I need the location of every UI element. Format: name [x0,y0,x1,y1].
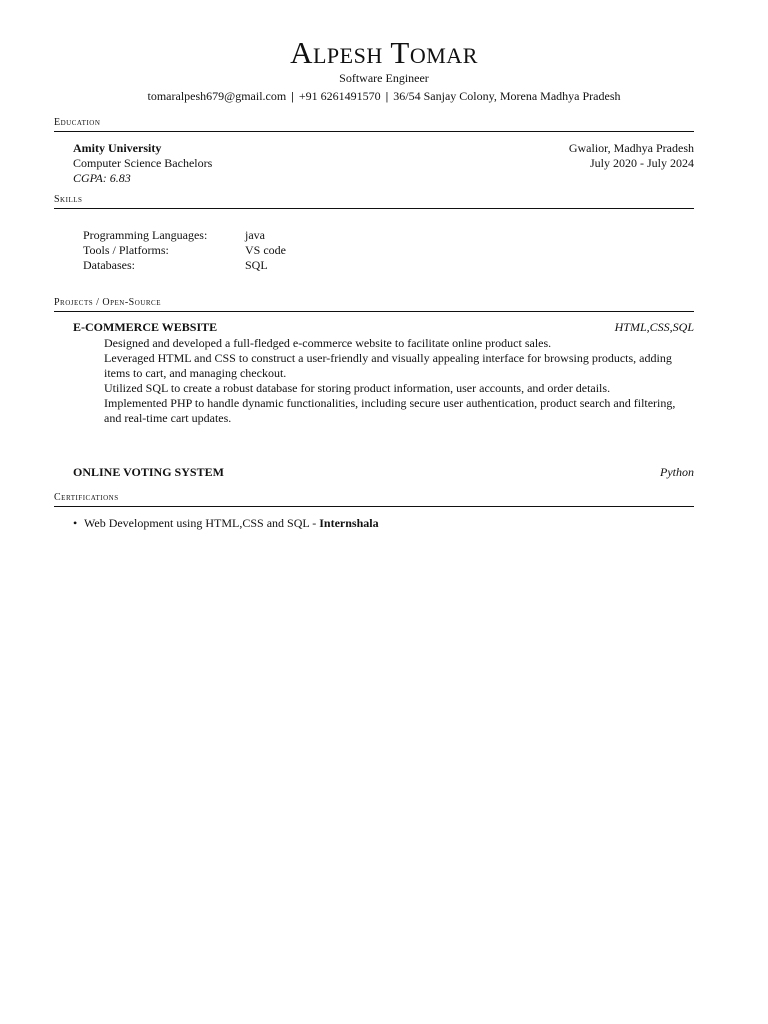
certification-issuer: Internshala [319,516,379,530]
skills-row [83,228,286,243]
resume-header [0,36,768,104]
project-title: ONLINE VOTING SYSTEM [73,465,224,479]
project-line: Leveraged HTML and CSS to construct a user-friendly and visually appealing interface for browsing products, adding items to cart, and managing checkout. [104,351,672,380]
skill-label: Tools / Platforms: [83,243,169,257]
separator: | [385,89,389,103]
skills-row [83,243,286,258]
job-title: Software Engineer [339,71,429,85]
project-line: Implemented PHP to handle dynamic functionalities, including secure user authentication, product search and filtering, and real-time cart updates. [104,396,676,425]
section-heading-projects: Projects / Open-Source [54,296,694,312]
email: tomaralpesh679@gmail.com [147,89,287,103]
skill-value: java [245,228,265,242]
candidate-name: Alpesh Tomar [290,35,478,70]
cgpa: CGPA: 6.83 [73,171,131,185]
project-entry [73,465,694,480]
section-heading-education: Education [54,116,694,132]
project-description [104,336,694,426]
skill-label: Programming Languages: [83,228,208,242]
project-entry [73,320,694,426]
section-heading-certifications: Certifications [54,491,694,507]
degree: Computer Science Bachelors [73,156,213,170]
education-dates: July 2020 - July 2024 [589,156,694,170]
skill-value: SQL [245,258,268,272]
skills-row [83,258,286,273]
education-entry [73,141,694,186]
project-tech: HTML,CSS,SQL [614,320,694,334]
skills-table [83,228,286,273]
project-title: E-COMMERCE WEBSITE [73,320,218,334]
project-line: Utilized SQL to create a robust database for storing product information, user accounts, and order details. [104,381,611,395]
section-heading-skills: Skills [54,193,694,209]
certification-text: Web Development using HTML,CSS and SQL - [84,516,320,530]
address: 36/54 Sanjay Colony, Morena Madhya Pradesh [393,89,621,103]
skill-label: Databases: [83,258,135,272]
school-name: Amity University [73,141,162,155]
phone: +91 6261491570 [298,89,381,103]
project-line: Designed and developed a full-fledged e-commerce website to facilitate online product sales. [104,336,552,350]
bullet-icon: • [73,516,78,530]
certifications-list [73,516,379,531]
certification-item [73,516,379,531]
project-tech: Python [660,465,694,479]
contact-line [0,88,768,104]
separator: | [291,89,294,103]
skill-value: VS code [245,243,286,257]
school-location: Gwalior, Madhya Pradesh [568,141,694,155]
